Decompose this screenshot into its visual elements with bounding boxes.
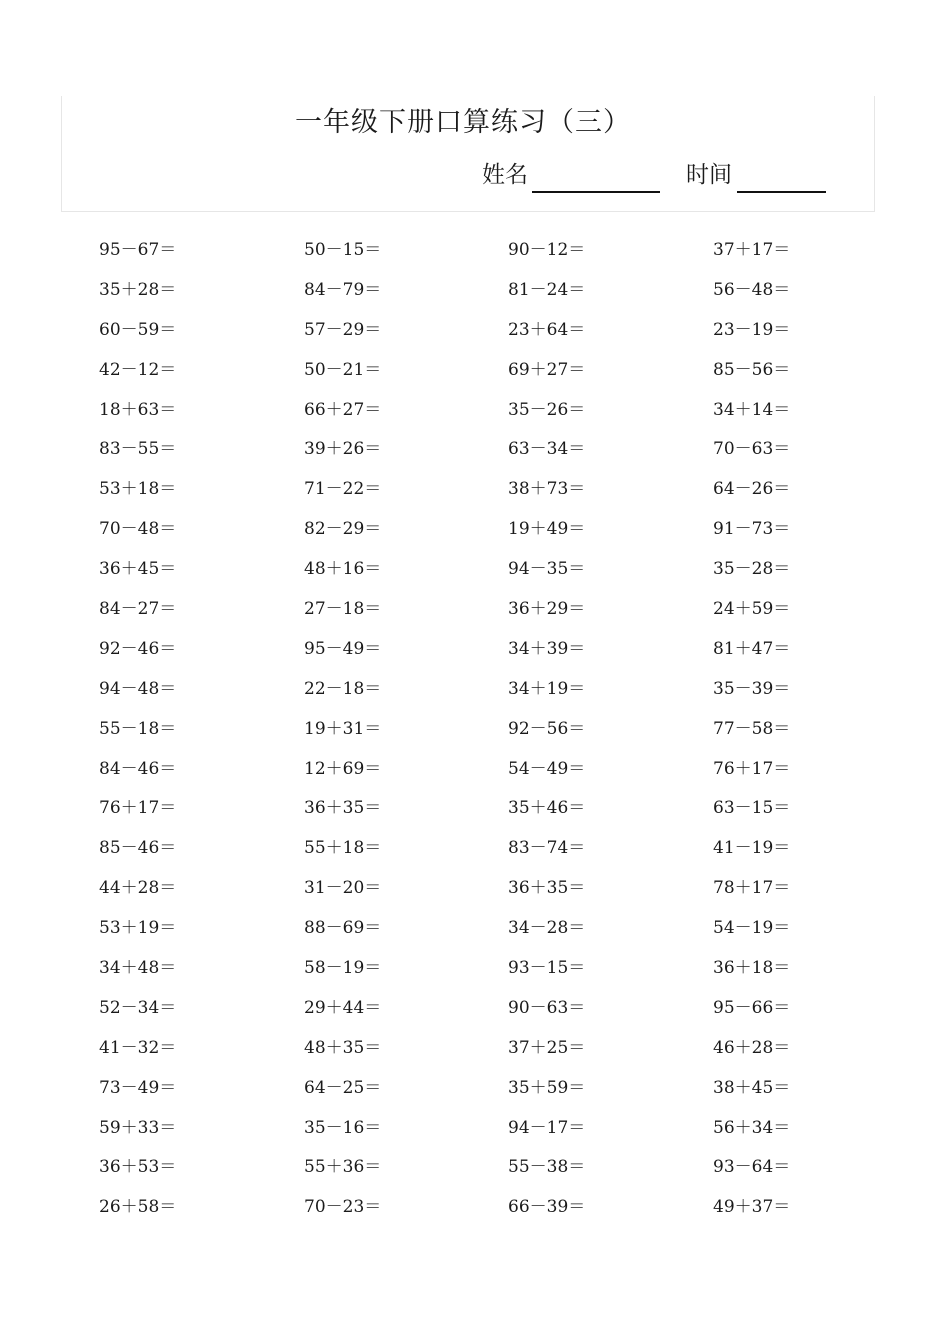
math-problem: 34＋39＝ bbox=[508, 638, 586, 659]
math-problem: 35－28＝ bbox=[713, 559, 791, 580]
math-problem: 53＋19＝ bbox=[99, 918, 177, 939]
math-problem: 71－22＝ bbox=[304, 479, 382, 500]
math-problem: 36＋35＝ bbox=[304, 798, 382, 819]
math-problem: 55＋36＝ bbox=[304, 1157, 382, 1178]
math-problem: 46＋28＝ bbox=[713, 1037, 791, 1058]
math-problem: 69＋27＝ bbox=[508, 359, 586, 380]
problem-row bbox=[99, 555, 919, 595]
math-problem: 49＋37＝ bbox=[713, 1197, 791, 1218]
math-problem: 78＋17＝ bbox=[713, 878, 791, 899]
math-problem: 27－18＝ bbox=[304, 599, 382, 620]
math-problem: 35＋28＝ bbox=[99, 279, 177, 300]
math-problem: 95－66＝ bbox=[713, 997, 791, 1018]
math-problem: 93－64＝ bbox=[713, 1157, 791, 1178]
math-problem: 94－48＝ bbox=[99, 678, 177, 699]
math-problem: 35－16＝ bbox=[304, 1117, 382, 1138]
math-problem: 95－67＝ bbox=[99, 240, 177, 260]
problem-row bbox=[99, 914, 919, 954]
math-problem: 35＋46＝ bbox=[508, 798, 586, 819]
math-problem: 85－56＝ bbox=[713, 359, 791, 380]
math-problem: 22－18＝ bbox=[304, 678, 382, 699]
math-problem: 34＋19＝ bbox=[508, 678, 586, 699]
math-problem: 82－29＝ bbox=[304, 519, 382, 540]
math-problem: 63－34＝ bbox=[508, 439, 586, 460]
math-problem: 55－38＝ bbox=[508, 1157, 586, 1178]
math-problem: 84－79＝ bbox=[304, 279, 382, 300]
math-problem: 36＋45＝ bbox=[99, 559, 177, 580]
math-problem: 64－26＝ bbox=[713, 479, 791, 500]
math-problem: 34＋48＝ bbox=[99, 958, 177, 979]
problem-row bbox=[99, 1114, 919, 1154]
math-problem: 18＋63＝ bbox=[99, 399, 177, 420]
math-problem: 36＋53＝ bbox=[99, 1157, 177, 1178]
math-problem: 83－74＝ bbox=[508, 838, 586, 859]
time-blank-line[interactable] bbox=[737, 191, 826, 193]
math-problem: 31－20＝ bbox=[304, 878, 382, 899]
math-problem: 44＋28＝ bbox=[99, 878, 177, 899]
math-problem: 91－73＝ bbox=[713, 519, 791, 540]
math-problem: 56－48＝ bbox=[713, 279, 791, 300]
math-problem: 37＋25＝ bbox=[508, 1037, 586, 1058]
math-problem: 76＋17＝ bbox=[713, 758, 791, 779]
problem-row bbox=[99, 1074, 919, 1114]
math-problem: 39＋26＝ bbox=[304, 439, 382, 460]
math-problem: 12＋69＝ bbox=[304, 758, 382, 779]
math-problem: 52－34＝ bbox=[99, 997, 177, 1018]
problem-row bbox=[99, 595, 919, 635]
math-problem: 73－49＝ bbox=[99, 1077, 177, 1098]
math-problem: 76＋17＝ bbox=[99, 798, 177, 819]
problem-row bbox=[99, 755, 919, 795]
math-problem: 92－46＝ bbox=[99, 638, 177, 659]
math-problem: 42－12＝ bbox=[99, 359, 177, 380]
math-problem: 63－15＝ bbox=[713, 798, 791, 819]
problem-row bbox=[99, 834, 919, 874]
math-problem: 24＋59＝ bbox=[713, 599, 791, 620]
math-problem: 19＋49＝ bbox=[508, 519, 586, 540]
math-problem: 48＋35＝ bbox=[304, 1037, 382, 1058]
math-problem: 84－46＝ bbox=[99, 758, 177, 779]
math-problem: 50－15＝ bbox=[304, 240, 382, 260]
problem-row bbox=[99, 1034, 919, 1074]
math-problem: 85－46＝ bbox=[99, 838, 177, 859]
math-problem: 34＋14＝ bbox=[713, 399, 791, 420]
math-problem: 55＋18＝ bbox=[304, 838, 382, 859]
problem-grid bbox=[99, 236, 919, 1233]
math-problem: 66－39＝ bbox=[508, 1197, 586, 1218]
math-problem: 94－17＝ bbox=[508, 1117, 586, 1138]
math-problem: 23＋64＝ bbox=[508, 319, 586, 340]
math-problem: 81＋47＝ bbox=[713, 638, 791, 659]
name-blank-line[interactable] bbox=[532, 191, 660, 193]
problem-row bbox=[99, 715, 919, 755]
math-problem: 26＋58＝ bbox=[99, 1197, 177, 1218]
math-problem: 64－25＝ bbox=[304, 1077, 382, 1098]
name-label: 姓名 bbox=[482, 162, 528, 188]
math-problem: 83－55＝ bbox=[99, 439, 177, 460]
math-problem: 34－28＝ bbox=[508, 918, 586, 939]
math-problem: 53＋18＝ bbox=[99, 479, 177, 500]
problem-row bbox=[99, 236, 919, 276]
problem-row bbox=[99, 675, 919, 715]
problem-row bbox=[99, 954, 919, 994]
math-problem: 56＋34＝ bbox=[713, 1117, 791, 1138]
problem-row bbox=[99, 475, 919, 515]
math-problem: 19＋31＝ bbox=[304, 718, 382, 739]
math-problem: 66＋27＝ bbox=[304, 399, 382, 420]
math-problem: 54－49＝ bbox=[508, 758, 586, 779]
math-problem: 41－19＝ bbox=[713, 838, 791, 859]
math-problem: 36＋18＝ bbox=[713, 958, 791, 979]
math-problem: 35－39＝ bbox=[713, 678, 791, 699]
math-problem: 84－27＝ bbox=[99, 599, 177, 620]
math-problem: 23－19＝ bbox=[713, 319, 791, 340]
math-problem: 36＋35＝ bbox=[508, 878, 586, 899]
math-problem: 70－48＝ bbox=[99, 519, 177, 540]
math-problem: 54－19＝ bbox=[713, 918, 791, 939]
problem-row bbox=[99, 316, 919, 356]
math-problem: 38＋45＝ bbox=[713, 1077, 791, 1098]
math-problem: 36＋29＝ bbox=[508, 599, 586, 620]
math-problem: 94－35＝ bbox=[508, 559, 586, 580]
math-problem: 88－69＝ bbox=[304, 918, 382, 939]
math-problem: 29＋44＝ bbox=[304, 997, 382, 1018]
time-label: 时间 bbox=[686, 162, 732, 188]
math-problem: 70－63＝ bbox=[713, 439, 791, 460]
problem-row bbox=[99, 396, 919, 436]
math-problem: 55－18＝ bbox=[99, 718, 177, 739]
problem-row bbox=[99, 994, 919, 1034]
problem-row bbox=[99, 515, 919, 555]
math-problem: 90－12＝ bbox=[508, 240, 586, 260]
math-problem: 50－21＝ bbox=[304, 359, 382, 380]
problem-row bbox=[99, 356, 919, 396]
math-problem: 37＋17＝ bbox=[713, 240, 791, 260]
math-problem: 70－23＝ bbox=[304, 1197, 382, 1218]
math-problem: 35＋59＝ bbox=[508, 1077, 586, 1098]
problem-row bbox=[99, 1153, 919, 1193]
problem-row bbox=[99, 794, 919, 834]
math-problem: 38＋73＝ bbox=[508, 479, 586, 500]
problem-row bbox=[99, 276, 919, 316]
problem-row bbox=[99, 874, 919, 914]
math-problem: 95－49＝ bbox=[304, 638, 382, 659]
problem-row bbox=[99, 1193, 919, 1233]
math-problem: 48＋16＝ bbox=[304, 559, 382, 580]
problem-row bbox=[99, 435, 919, 475]
math-problem: 90－63＝ bbox=[508, 997, 586, 1018]
math-problem: 81－24＝ bbox=[508, 279, 586, 300]
math-problem: 93－15＝ bbox=[508, 958, 586, 979]
math-problem: 59＋33＝ bbox=[99, 1117, 177, 1138]
math-problem: 41－32＝ bbox=[99, 1037, 177, 1058]
math-problem: 77－58＝ bbox=[713, 718, 791, 739]
math-problem: 58－19＝ bbox=[304, 958, 382, 979]
math-problem: 60－59＝ bbox=[99, 319, 177, 340]
problem-row bbox=[99, 635, 919, 675]
page-title: 一年级下册口算练习（三） bbox=[295, 107, 631, 138]
math-problem: 35－26＝ bbox=[508, 399, 586, 420]
math-problem: 92－56＝ bbox=[508, 718, 586, 739]
math-problem: 57－29＝ bbox=[304, 319, 382, 340]
